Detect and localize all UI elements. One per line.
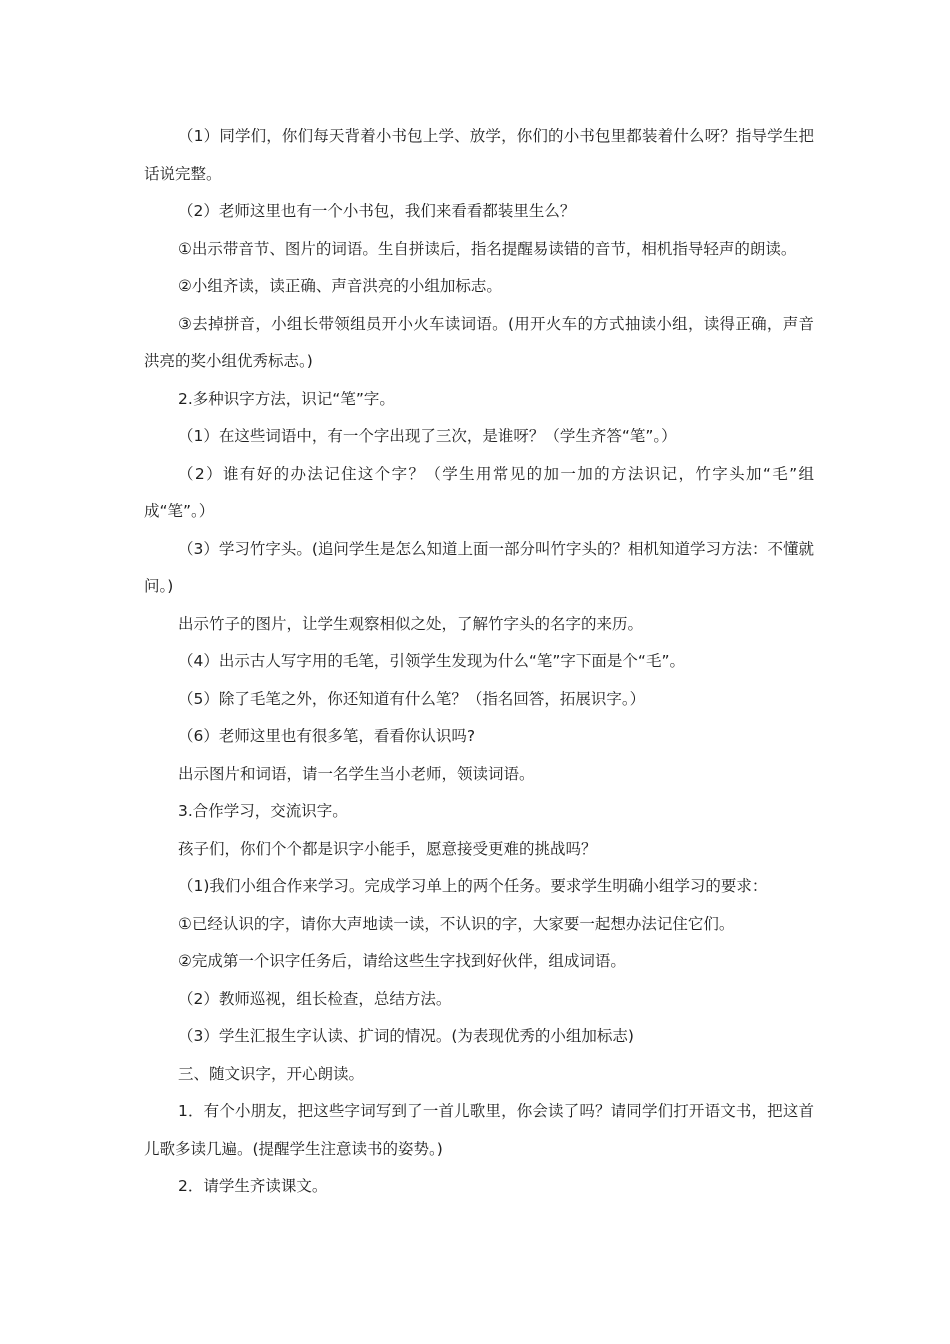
paragraph: （1）在这些词语中，有一个字出现了三次，是谁呀？（学生齐答“笔”。）	[178, 427, 677, 445]
paragraph: （5）除了毛笔之外，你还知道有什么笔？（指名回答，拓展识字。）	[178, 689, 646, 708]
paragraph: 孩子们，你们个个都是识字小能手，愿意接受更难的挑战吗？	[178, 839, 597, 858]
paragraph: 出示图片和词语，请一名学生当小老师，领读词语。	[178, 764, 535, 783]
paragraph: ②完成第一个识字任务后，请给这些生字找到好伙伴，组成词语。	[178, 952, 626, 970]
paragraph: （2）老师这里也有一个小书包，我们来看看都装里生么？	[178, 202, 576, 220]
paragraph: ③去掉拼音，小组长带领组员开小火车读词语。(用开火车的方式抽读小组，读得正确，声音洪亮的奖小组优秀标志。)	[144, 314, 814, 370]
paragraph: （6）老师这里也有很多笔，看看你认识吗?	[178, 727, 476, 745]
paragraph: （4）出示古人写字用的毛笔，引领学生发现为什么“笔”字下面是个“毛”。	[178, 652, 685, 670]
paragraph: （1）同学们，你们每天背着小书包上学、放学，你们的小书包里都装着什么呀？指导学生把话说完整。	[144, 127, 814, 183]
paragraph: ①出示带音节、图片的词语。生自拼读后，指名提醒易读错的音节，相机指导轻声的朗读。	[178, 239, 797, 258]
paragraph: 出示竹子的图片，让学生观察相似之处，了解竹字头的名字的来历。	[178, 614, 644, 633]
section-heading: 三、随文识字，开心朗读。	[178, 1064, 365, 1083]
paragraph: 1．有个小朋友，把这些字词写到了一首儿歌里，你会读了吗？请同学们打开语文书，把这首儿歌多读几遍。(提醒学生注意读书的姿势。)	[144, 1102, 814, 1158]
paragraph: ②小组齐读，读正确、声音洪亮的小组加标志。	[178, 277, 502, 295]
paragraph: （2）教师巡视，组长检查，总结方法。	[178, 989, 452, 1008]
section-heading: 3.合作学习，交流识字。	[178, 802, 348, 820]
paragraph: 2．请学生齐读课文。	[178, 1177, 328, 1195]
paragraph: ①已经认识的字，请你大声地读一读，不认识的字，大家要一起想办法记住它们。	[178, 914, 735, 933]
paragraph: （2）谁有好的办法记住这个字？（学生用常见的加一加的方法识记，竹字头加“毛”组成“笔”。）	[144, 464, 814, 520]
paragraph: （3）学生汇报生字认读、扩词的情况。(为表现优秀的小组加标志)	[178, 1027, 634, 1045]
section-heading: 2.多种识字方法，识记“笔”字。	[178, 389, 395, 408]
document-body	[144, 118, 814, 1206]
paragraph: （1)我们小组合作来学习。完成学习单上的两个任务。要求学生明确小组学习的要求：	[178, 877, 768, 895]
paragraph: （3）学习竹字头。(追问学生是怎么知道上面一部分叫竹字头的？相机知道学习方法：不懂就问。)	[144, 539, 814, 595]
